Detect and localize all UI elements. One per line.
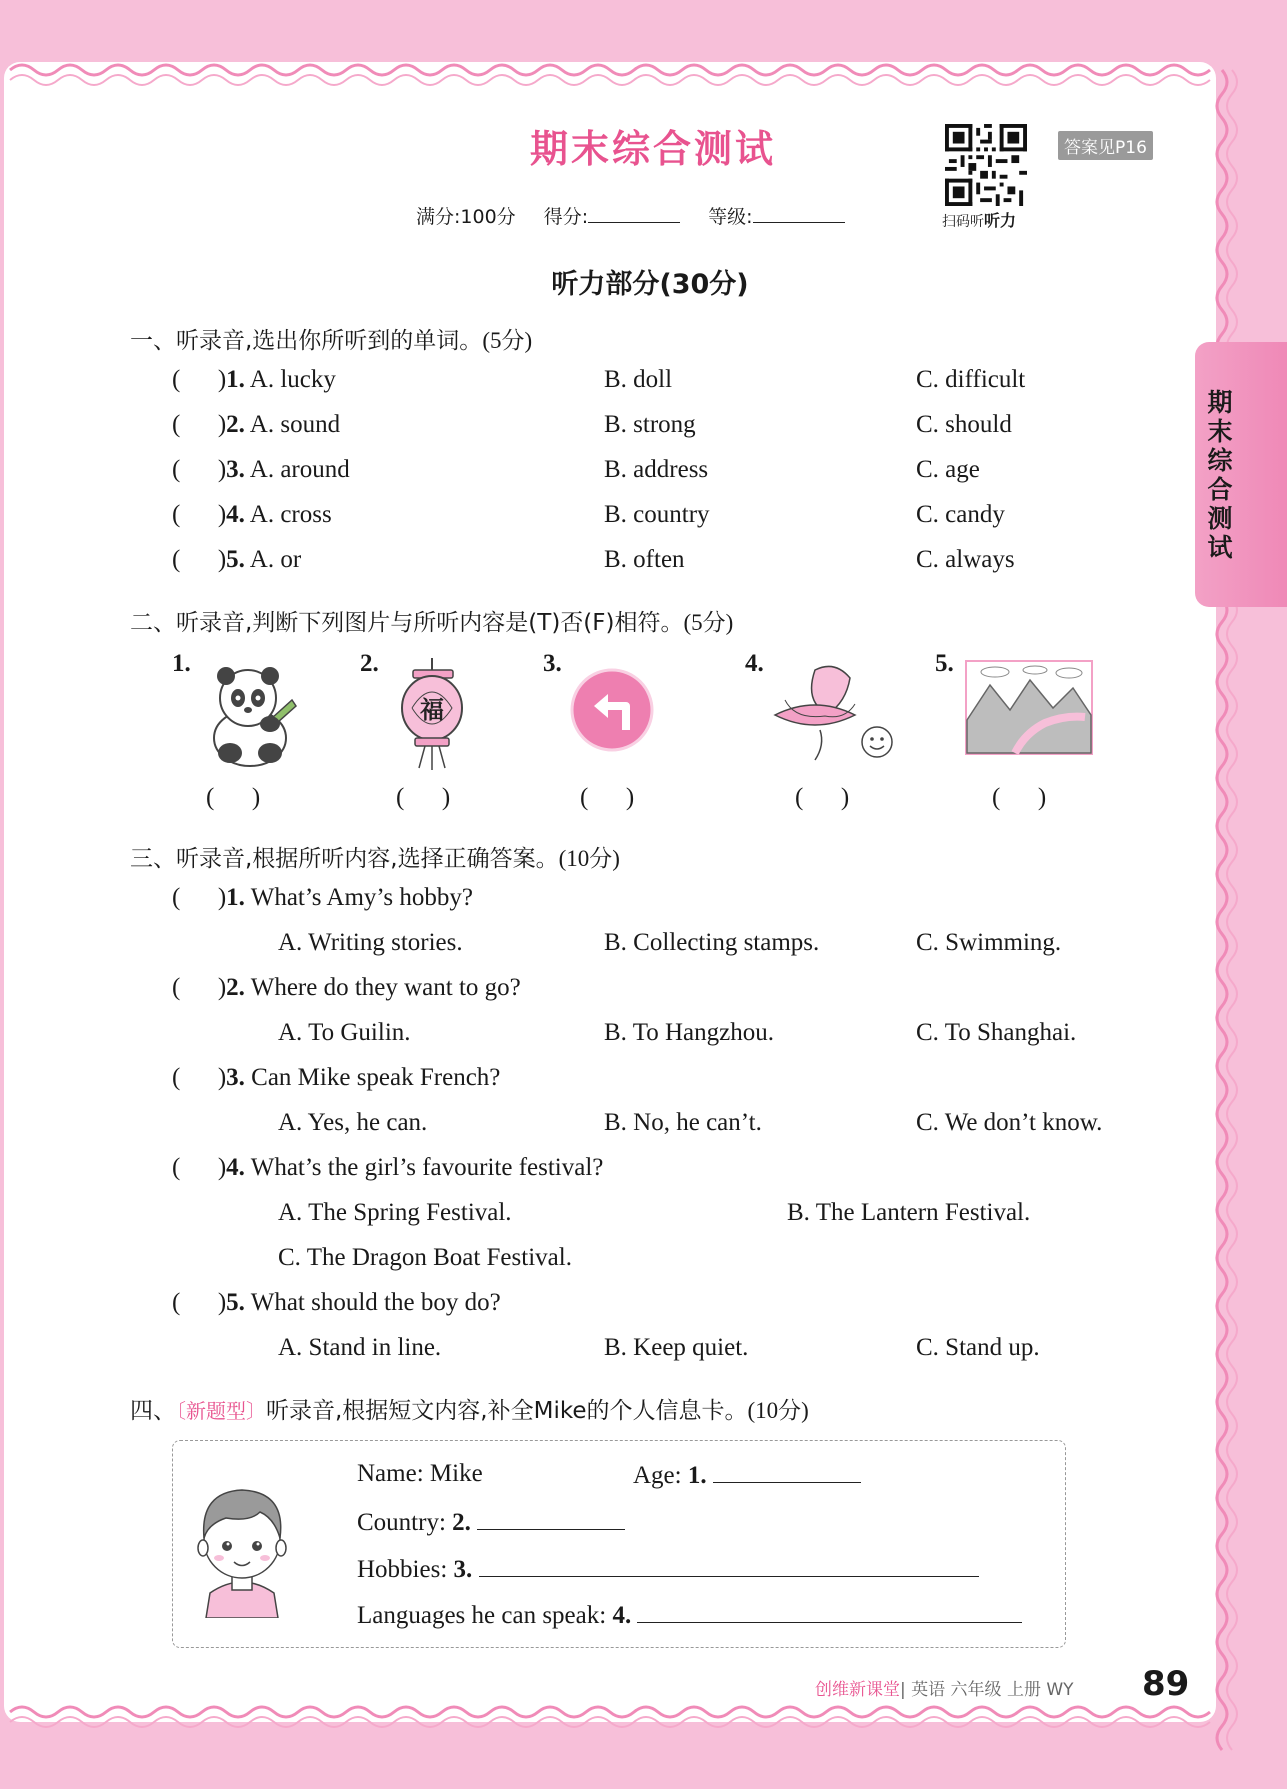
card-age-line <box>633 1460 861 1490</box>
lantern-icon <box>395 658 470 773</box>
wavy-bottom-border <box>10 1707 1210 1717</box>
option-a: A. sound <box>249 411 341 438</box>
panda-icon <box>200 658 300 768</box>
picture-5-number: 5. <box>935 650 954 677</box>
item-number: 2. <box>226 411 245 438</box>
part1-points: (5分) <box>482 328 533 353</box>
picture-4-answer-paren[interactable]: ( ) <box>795 784 850 811</box>
part3-item-2 <box>172 974 521 1002</box>
hobbies-label: Hobbies: <box>357 1556 448 1583</box>
part4-heading-text: 听录音,根据短文内容,补全Mike的个人信息卡。 <box>266 1398 748 1424</box>
picture-3-number: 3. <box>543 650 562 677</box>
part3-item-4-option-a: A. The Spring Festival. <box>278 1199 512 1226</box>
card-name-line: Name: Mike <box>357 1460 483 1487</box>
page-number: 89 <box>1142 1664 1190 1704</box>
grade-blank[interactable] <box>753 202 845 223</box>
card-languages-line <box>357 1600 1022 1630</box>
answer-paren[interactable]: ( ) <box>172 1064 227 1091</box>
part3-item-2-option-c: C. To Shanghai. <box>916 1019 1077 1046</box>
country-number: 2. <box>452 1509 471 1536</box>
new-question-type-tag: 〔新题型〕 <box>176 1399 266 1423</box>
footer-book-info: | 英语 六年级 上册 WY <box>900 1680 1074 1700</box>
item-number: 4. <box>226 501 245 528</box>
score-line <box>416 202 845 229</box>
answer-paren[interactable]: ( ) <box>172 884 227 911</box>
languages-label: Languages he can speak: <box>357 1602 607 1629</box>
part3-item-1-option-b: B. Collecting stamps. <box>604 929 820 956</box>
option-a: A. cross <box>249 501 332 528</box>
part1-heading-text: 一、听录音,选出你所听到的单词。 <box>130 328 483 354</box>
mountains-icon <box>965 660 1093 755</box>
question-text: What’s Amy’s hobby? <box>250 884 473 911</box>
wavy-top-border <box>10 65 1210 75</box>
part3-item-1-option-c: C. Swimming. <box>916 929 1062 956</box>
option-a: A. or <box>249 546 302 573</box>
part1-item-2-option-c: C. should <box>916 411 1012 438</box>
part3-item-2-option-b: B. To Hangzhou. <box>604 1019 774 1046</box>
age-label: Age: <box>633 1462 682 1489</box>
answer-reference-badge: 答案见P16 <box>1058 131 1153 160</box>
country-label: Country: <box>357 1509 446 1536</box>
lantern-glyph: 福 <box>420 696 444 724</box>
part3-item-3-option-c: C. We don’t know. <box>916 1109 1103 1136</box>
item-number: 1. <box>226 366 245 393</box>
part1-item-2 <box>172 411 340 439</box>
part1-item-4-option-b: B. country <box>604 501 710 528</box>
qr-label <box>942 208 1016 231</box>
languages-blank[interactable] <box>637 1600 1022 1623</box>
question-text: What should the boy do? <box>250 1289 501 1316</box>
question-text: Can Mike speak French? <box>251 1064 501 1091</box>
part3-item-4-option-c: C. The Dragon Boat Festival. <box>278 1244 572 1271</box>
option-a: A. around <box>249 456 350 483</box>
part3-item-5-option-c: C. Stand up. <box>916 1334 1040 1361</box>
card-hobbies-line <box>357 1554 979 1584</box>
full-score: 满分:100分 <box>416 206 516 228</box>
wavy-right-border <box>1217 70 1227 1750</box>
part1-item-3-option-c: C. age <box>916 456 980 483</box>
part1-item-5 <box>172 546 301 574</box>
part1-item-5-option-c: C. always <box>916 546 1015 573</box>
age-number: 1. <box>687 1462 707 1489</box>
part1-item-3 <box>172 456 350 484</box>
part4-heading <box>130 1392 809 1425</box>
part3-item-1-option-a: A. Writing stories. <box>278 929 463 956</box>
qr-label-bold: 听力 <box>984 211 1017 230</box>
picture-2-answer-paren[interactable]: ( ) <box>396 784 451 811</box>
turn-left-sign-icon <box>570 668 655 753</box>
answer-paren[interactable]: ( ) <box>172 974 227 1001</box>
footer-brand-name: 创维新课堂 <box>815 1680 900 1700</box>
question-text: Where do they want to go? <box>250 974 521 1001</box>
picture-1-number: 1. <box>172 650 191 677</box>
part2-heading <box>130 604 733 637</box>
side-tab-label: 期末综合测试 <box>1207 388 1233 562</box>
part3-heading-text: 三、听录音,根据所听内容,选择正确答案。 <box>130 846 559 872</box>
part1-item-3-option-b: B. address <box>604 456 709 483</box>
part3-item-3 <box>172 1064 500 1092</box>
part1-heading <box>130 322 532 355</box>
item-number: 2. <box>226 974 245 1001</box>
part1-item-4-option-c: C. candy <box>916 501 1005 528</box>
picture-1-answer-paren[interactable]: ( ) <box>206 784 261 811</box>
part3-points: (10分) <box>558 846 620 871</box>
part1-item-1-option-c: C. difficult <box>916 366 1026 393</box>
picture-5-answer-paren[interactable]: ( ) <box>992 784 1047 811</box>
part1-item-1-option-b: B. doll <box>604 366 673 393</box>
part1-item-1 <box>172 366 336 394</box>
item-number: 5. <box>226 1289 245 1316</box>
item-number: 5. <box>226 546 245 573</box>
part3-item-4-option-b: B. The Lantern Festival. <box>787 1199 1031 1226</box>
part4-points: (10分) <box>747 1398 809 1423</box>
answer-paren[interactable]: ( ) <box>172 1289 227 1316</box>
listening-section-title: 听力部分(30分) <box>551 269 749 300</box>
item-number: 3. <box>226 456 245 483</box>
part2-heading-text: 二、听录音,判断下列图片与所听内容是(T)否(F)相符。 <box>130 610 684 636</box>
picture-3-answer-paren[interactable]: ( ) <box>580 784 635 811</box>
part3-item-5 <box>172 1289 501 1317</box>
country-blank[interactable] <box>477 1507 625 1530</box>
part1-item-5-option-b: B. often <box>604 546 685 573</box>
part1-item-4 <box>172 501 332 529</box>
picture-2-number: 2. <box>360 650 379 677</box>
answer-paren[interactable]: ( ) <box>172 501 227 528</box>
part3-item-5-option-a: A. Stand in line. <box>278 1334 442 1361</box>
option-a: A. lucky <box>249 366 336 393</box>
question-text: What’s the girl’s favourite festival? <box>250 1154 604 1181</box>
footer-brand <box>815 1675 1074 1700</box>
answer-paren[interactable]: ( ) <box>172 366 227 393</box>
qr-code-icon[interactable] <box>945 124 1027 206</box>
answer-paren[interactable]: ( ) <box>172 411 227 438</box>
picture-4-number: 4. <box>745 650 764 677</box>
item-number: 1. <box>226 884 245 911</box>
answer-paren[interactable]: ( ) <box>172 546 227 573</box>
languages-number: 4. <box>612 1602 632 1629</box>
part3-item-2-option-a: A. To Guilin. <box>278 1019 411 1046</box>
qr-label-prefix: 扫码听 <box>942 214 984 230</box>
age-blank[interactable] <box>713 1460 861 1483</box>
part3-item-4 <box>172 1154 603 1182</box>
answer-paren[interactable]: ( ) <box>172 1154 227 1181</box>
item-number: 3. <box>226 1064 245 1091</box>
part3-item-3-option-a: A. Yes, he can. <box>278 1109 428 1136</box>
card-country-line <box>357 1507 625 1537</box>
part3-item-1 <box>172 884 473 912</box>
hobbies-blank[interactable] <box>479 1554 979 1577</box>
item-number: 4. <box>226 1154 245 1181</box>
kite-icon <box>765 660 900 765</box>
part3-item-3-option-b: B. No, he can’t. <box>604 1109 762 1136</box>
part2-points: (5分) <box>683 610 734 635</box>
part3-heading <box>130 840 620 873</box>
page-title: 期末综合测试 <box>530 127 777 171</box>
part3-item-5-option-b: B. Keep quiet. <box>604 1334 749 1361</box>
boy-avatar-icon <box>185 1468 300 1618</box>
answer-paren[interactable]: ( ) <box>172 456 227 483</box>
score-label: 得分: <box>543 206 589 228</box>
grade-label: 等级: <box>708 206 753 228</box>
part4-heading-prefix: 四、 <box>130 1398 176 1424</box>
hobbies-number: 3. <box>453 1556 473 1583</box>
score-blank[interactable] <box>588 202 680 223</box>
part1-item-2-option-b: B. strong <box>604 411 696 438</box>
